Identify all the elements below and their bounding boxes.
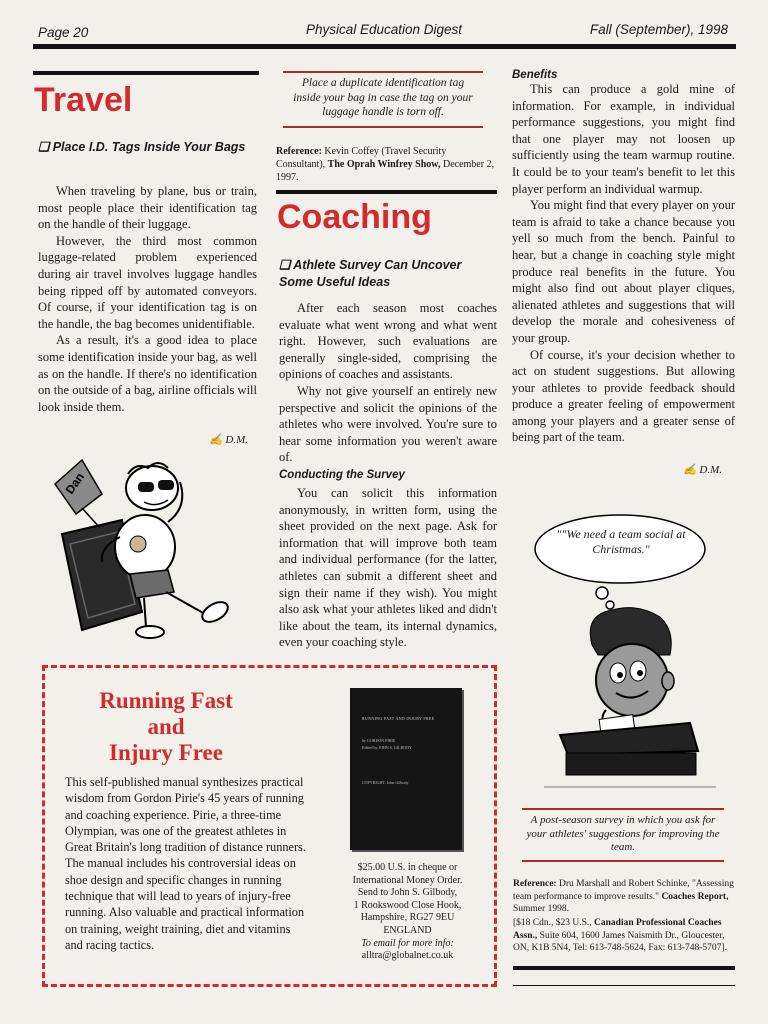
travel-reference: Reference: Kevin Coffey (Travel Security Consultant), The Oprah Winfrey Show, December 2, 1997. bbox=[276, 146, 495, 183]
paragraph: Why not give yourself an entirely new perspective and solicit the opinions of the athletes who were involved. You're sure to hear some information you weren't aware of. bbox=[279, 383, 497, 465]
footer-rule-thick bbox=[513, 966, 735, 970]
coaching-top-rule bbox=[276, 190, 497, 194]
travel-section-title: Travel bbox=[34, 81, 133, 119]
book-cover-title: RUNNING FAST AND INJURY FREE bbox=[362, 716, 435, 721]
benefits-article bbox=[512, 81, 735, 446]
book-order-info: $25.00 U.S. in cheque or International Money Order. Send to John S. Gilbody, 1 Rookswood Close Hook, Hampshire, RG27 9EU ENGLAND To email for more info: alltra@globalnet.co.uk bbox=[340, 862, 475, 963]
pullquote-bottom-rule bbox=[283, 126, 483, 128]
caption-bottom-rule bbox=[522, 860, 724, 862]
email-link[interactable]: alltra@globalnet.co.uk bbox=[361, 950, 454, 962]
travel-signature: ✍ D.M. bbox=[208, 434, 248, 446]
paragraph: You might find that every player on your team is afraid to take a chance because you yell so much from the bench. Painful to hear, but a change in coaching style might produce real benefits in the future. You might also find out about player cliques, alienated athletes and suggestions that will develop the morale and cohesiveness of your group. bbox=[512, 198, 735, 345]
book-ad-description: This self-published manual synthesizes practical wisdom from Gordon Pirie's 45 years of running and coaching experience. Pirie, a three-time Olympian, was one of the greatest athletes in Great Britain's long tradition of distance runners. The manual includes his controversial ideas on shoe design and specific changes in running technique that will lead to years of injury-free running. Also valuable and practical information on training, weight training, diet and vitamins and racing tactics. bbox=[65, 775, 306, 952]
page-number: Page 20 bbox=[38, 25, 89, 40]
thought-bubble-text: ""We need a team social at Christmas." bbox=[556, 527, 686, 556]
coaching-cartoon bbox=[520, 505, 740, 795]
coaching-subhead: ❑ Athlete Survey Can Uncover Some Useful Ideas bbox=[279, 258, 462, 289]
cartoon-tag-label: Dan bbox=[62, 470, 88, 497]
pullquote-top-rule bbox=[283, 71, 483, 73]
coaching-section-title: Coaching bbox=[277, 198, 432, 236]
checkbox-icon: ❑ bbox=[279, 258, 291, 272]
footer-rule-thin bbox=[513, 985, 735, 986]
issue-date: Fall (September), 1998 bbox=[589, 22, 728, 37]
cartoon-caption: A post-season survey in which you ask for your athletes' suggestions for improving the team. bbox=[526, 814, 720, 853]
travel-subhead: ❑ Place I.D. Tags Inside Your Bags bbox=[38, 140, 246, 154]
travel-pullquote: Place a duplicate identification tag inside your bag in case the tag on your luggage handle is torn off. bbox=[293, 77, 473, 118]
coaching-article-intro bbox=[279, 300, 497, 466]
book-cover-author: by GORDON PIRIE bbox=[362, 738, 396, 743]
paragraph: However, the third most common luggage-related problem experienced during air travel involves luggage handles being ripped off by automated conveyors. Of course, if your identification tag is on the handle, the bag becomes unidentifiable. bbox=[38, 233, 257, 331]
checkbox-icon: ❑ bbox=[38, 140, 50, 154]
paragraph: You can solicit this information anonymously, in written form, using the sheet provided on the next page. Ask for information that will improve both team and individual performance (for the latter, athletes can submit a different sheet and sign their name if they wish). You might also ask what your athletes liked and didn't like about the team, its internal dynamics, even your coaching style. bbox=[279, 486, 497, 650]
conducting-subhead: Conducting the Survey bbox=[279, 469, 405, 481]
caption-top-rule bbox=[522, 808, 724, 810]
coaching-signature: ✍ D.M. bbox=[682, 464, 722, 476]
paragraph: As a result, it's a good idea to place some identification inside your bag, as well as on the handle. If there's no identification on the outside of a bag, airline officials will look inside them. bbox=[38, 333, 257, 414]
coaching-reference-address: [$18 Cdn., $23 U.S., Canadian Professional Coaches Assn., Suite 604, 1600 James Naismith Dr., Gloucester, ON, K1B 5N4, Tel: 613-748-5624, Fax: 613-748-5707]. bbox=[513, 918, 727, 953]
paragraph: When traveling by plane, bus or train, most people place their identification tag on the handle of their luggage. bbox=[38, 184, 257, 232]
travel-cartoon bbox=[40, 452, 240, 647]
header-rule bbox=[33, 44, 736, 49]
paragraph: This can produce a gold mine of information. For example, in individual performance suggestions, you might find that one player may not loosen up sufficiently using the team warmup routine. It could be to your team's benefit to let this player perform an individual warmup. bbox=[512, 82, 735, 196]
pen-icon: ✍ bbox=[682, 464, 697, 476]
book-cover-copyright: COPYRIGHT: John Gilbody bbox=[362, 780, 409, 785]
travel-article bbox=[38, 183, 257, 415]
coaching-reference: Reference: Dru Marshall and Robert Schinke, "Assessing team performance to improve results." Coaches Report, Summer 1998. bbox=[513, 879, 734, 914]
book-ad-title: Running Fast and Injury Free bbox=[99, 688, 233, 765]
paragraph: Of course, it's your decision whether to act on student suggestions. But allowing your athletes to provide feedback should produce a greater feeling of empowerment among your players and a greater sense of being part of the team. bbox=[512, 347, 735, 445]
book-cover-editor: Edited by JOHN S. GILBODY bbox=[362, 745, 412, 750]
paragraph: After each season most coaches evaluate what went wrong and what went right. However, such evaluations are generally single-sided, comprising the opinions of coaches and assistants. bbox=[279, 301, 497, 382]
pen-icon: ✍ bbox=[208, 434, 223, 446]
book-cover-image bbox=[350, 688, 462, 850]
publication-title: Physical Education Digest bbox=[305, 22, 463, 37]
conducting-article bbox=[279, 485, 497, 651]
travel-top-rule bbox=[33, 71, 259, 75]
benefits-subhead: Benefits bbox=[512, 69, 558, 81]
